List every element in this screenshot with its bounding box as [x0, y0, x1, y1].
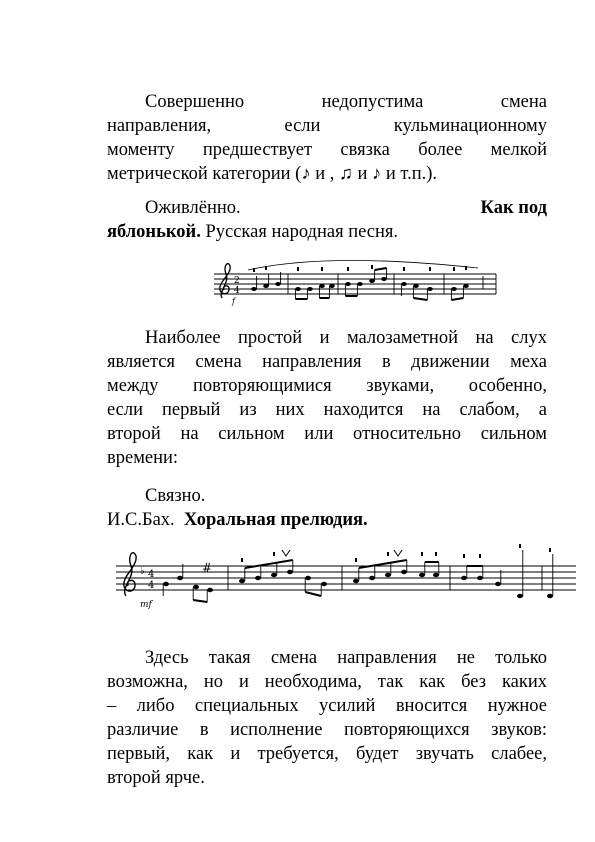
svg-text:4: 4: [148, 580, 155, 591]
svg-text:4: 4: [234, 286, 240, 296]
paragraph-line: если первый из них находится на слабом, а: [107, 400, 547, 420]
composer-name: И.С.Бах.: [107, 510, 175, 530]
treble-clef-icon: [220, 264, 230, 298]
paragraph-line: первый, как и требуется, будет звучать слабее,: [107, 744, 547, 764]
paragraph-line: направления, если кульминационному: [107, 116, 547, 136]
paragraph-line: метрической категории (♪ и , ♫ и ♪ и т.п.).: [107, 164, 438, 184]
paragraph-line: – либо специальных усилий вносится нужное: [107, 696, 547, 716]
svg-text:4: 4: [148, 569, 155, 580]
tempo-marking: Оживлённо.: [145, 198, 241, 218]
song-title: Как под: [480, 198, 547, 218]
song-title-continued: яблонькой.: [107, 222, 201, 242]
music-staff-example-2: [110, 540, 580, 612]
paragraph-line: является смена направления в движении меха: [107, 352, 547, 372]
svg-text:f: f: [232, 297, 235, 306]
piece-title: Хоральная прелюдия.: [183, 510, 368, 530]
example-heading: [107, 196, 547, 220]
svg-text:♭: ♭: [140, 566, 145, 577]
paragraph-line: различие в исполнение повторяющихся звуков:: [107, 720, 547, 740]
svg-text:mf: mf: [140, 600, 152, 610]
svg-text:2: 2: [234, 276, 240, 286]
paragraph-line: времени:: [107, 448, 179, 468]
paragraph-line: Совершенно недопустима смена: [145, 92, 547, 112]
treble-clef-icon: [124, 553, 136, 596]
example-heading: [107, 508, 547, 532]
svg-text:#: #: [202, 561, 213, 575]
paragraph-line: Наиболее простой и малозаметной на слух: [145, 328, 547, 348]
paragraph-line: возможна, но и необходима, так как без каких: [107, 672, 547, 692]
music-staff-example-1: [208, 252, 500, 308]
paragraph-line: между повторяющимися звуками, особенно,: [107, 376, 547, 396]
paragraph-line: Здесь такая смена направления не только: [145, 648, 547, 668]
paragraph-line: моменту предшествует связка более мелкой: [107, 140, 547, 160]
paragraph-line: второй на сильном или относительно сильном: [107, 424, 547, 444]
paragraph-line: второй ярче.: [107, 768, 205, 788]
example-heading-line2: [107, 220, 547, 244]
song-subtitle: Русская народная песня.: [205, 222, 399, 242]
tempo-marking: Связно.: [145, 486, 206, 506]
